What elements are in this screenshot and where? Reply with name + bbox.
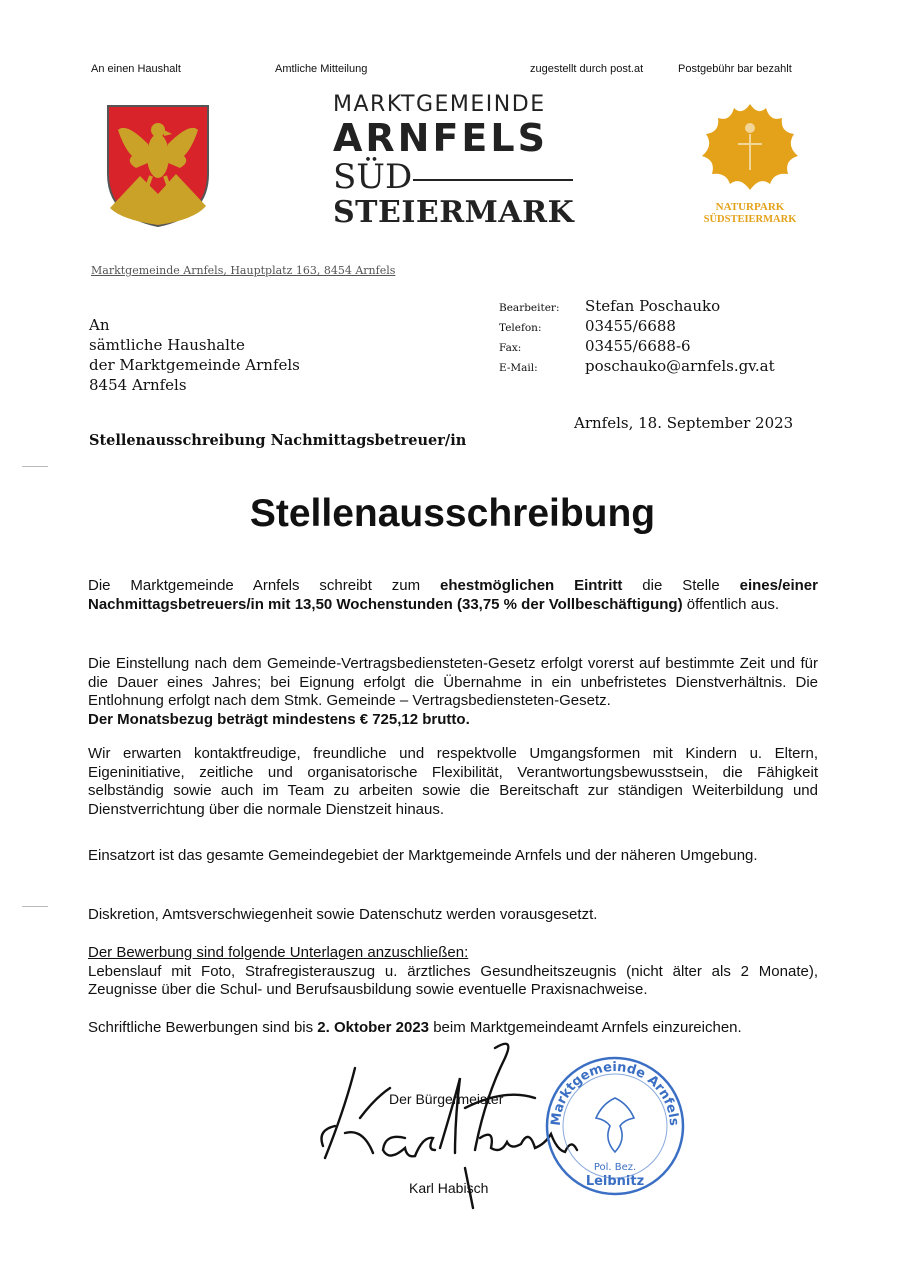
p2-a: Die Einstellung nach dem Gemeinde-Vertragsbediensteten-Gesetz erfolgt vorerst auf bestimmte Zeit und für die Dauer eines Jahres; bei Eignung erfolgt die Übernahme in ein unbefristetes Dienstverhältnis. Die Entlohnung erfolgt nach dem Stmk. Gemeinde – Vertragsbediensteten-Gesetz. — [88, 655, 818, 709]
documents-heading: Der Bewerbung sind folgende Unterlagen anzuschließen: — [88, 944, 469, 961]
postage-note: Postgebühr bar bezahlt — [678, 63, 792, 75]
letter-date: Arnfels, 18. September 2023 — [574, 414, 794, 432]
email-value: poschauko@arnfels.gv.at — [585, 357, 775, 375]
paragraph-5: Diskretion, Amtsverschwiegenheit sowie Datenschutz werden vorausgesetzt. — [88, 906, 598, 923]
recipient-block — [89, 315, 300, 395]
municipality-wordmark — [333, 92, 578, 230]
phone-label: Telefon: — [499, 322, 542, 334]
p1-e: öffentlich aus. — [682, 595, 780, 613]
p1-a: Die Marktgemeinde Arnfels schreibt zum — [88, 577, 441, 594]
page-title: Stellenausschreibung — [249, 492, 656, 535]
wordmark-rule — [413, 179, 573, 181]
signatory-name: Karl Habisch — [409, 1180, 489, 1196]
p1-b: ehestmöglichen Eintritt — [440, 577, 623, 594]
fold-mark — [22, 906, 48, 907]
paragraph-3: Wir erwarten kontaktfreudige, freundliche und respektvolle Umgangsformen mit Kindern u. Eltern, Eigeninitiative, zeitliche und organisatorische Flexibilität, Verantwortungsbewusstsein, die Fähigkeit selbständig sowie auch im Team zu arbeiten sowie die Bereitschaft zur ständigen Weiterbildung und Dienstverrichtung über die normale Dienstzeit hinaus. — [88, 745, 818, 818]
official-notice-note: Amtliche Mitteilung — [275, 63, 368, 75]
wordmark-line-1: MARKTGEMEINDE — [333, 92, 546, 117]
naturpark-logo — [690, 100, 810, 230]
clerk-label: Bearbeiter: — [499, 302, 560, 314]
p7-a: Schriftliche Bewerbungen sind bis — [88, 1019, 318, 1036]
signature-title: Der Bürgermeister — [389, 1091, 504, 1107]
fax-value: 03455/6688-6 — [585, 337, 691, 355]
stamp-eagle-icon — [596, 1098, 634, 1152]
phone-value: 03455/6688 — [585, 317, 676, 335]
paragraph-6 — [88, 944, 818, 1000]
fax-label: Fax: — [499, 342, 522, 354]
naturpark-line-2: SÜDSTEIERMARK — [703, 214, 797, 225]
stamp-top-text: Marktgemeinde Arnfels — [548, 1059, 682, 1127]
p7-b: 2. Oktober 2023 — [317, 1019, 430, 1036]
p1-c: die Stelle — [622, 577, 740, 594]
fold-mark — [22, 466, 48, 467]
wordmark-line-4: STEIERMARK — [333, 195, 575, 230]
paragraph-1 — [88, 577, 818, 614]
paragraph-7 — [88, 1019, 818, 1038]
email-label: E-Mail: — [499, 362, 538, 374]
official-stamp — [540, 1048, 690, 1203]
wordmark-line-2: ARNFELS — [333, 116, 548, 160]
contact-block — [499, 297, 775, 377]
svg-text:Marktgemeinde Arnfels — [549, 1060, 681, 1127]
p7-c: beim Marktgemeindeamt Arnfels einzureichen. — [429, 1019, 742, 1036]
p1-d: eines/einer Nachmittagsbetreuers/in mit 13,50 Wochenstunden (33,75 % der Vollbeschäftigung) — [88, 577, 818, 613]
stamp-district-name: Leibnitz — [585, 1174, 645, 1189]
wordmark-line-3 — [333, 158, 578, 196]
wordmark-line-3-text: SÜD — [333, 157, 413, 197]
coat-of-arms-icon — [106, 104, 210, 228]
clerk-value: Stefan Poschauko — [585, 297, 721, 315]
recipient-line-3: der Marktgemeinde Arnfels — [89, 356, 300, 374]
naturpark-line-1: NATURPARK — [715, 201, 785, 213]
recipient-line-4: 8454 Arnfels — [89, 376, 187, 394]
paragraph-2 — [88, 655, 818, 729]
paragraph-4: Einsatzort ist das gesamte Gemeindegebiet der Marktgemeinde Arnfels und der näheren Umgebung. — [88, 847, 758, 864]
recipient-line-1: An — [89, 316, 110, 334]
stamp-district-label: Pol. Bez. — [593, 1162, 637, 1173]
documents-text: Lebenslauf mit Foto, Strafregisterauszug u. ärztliches Gesundheitszeugnis (nicht älter als 2 Monate), Zeugnisse über die Schul- und Berufsausbildung sowie eventuelle Praxisnachweise. — [88, 962, 818, 998]
p2-b: Der Monatsbezug beträgt mindestens € 725,12 brutto. — [88, 710, 470, 728]
delivery-note: zugestellt durch post.at — [530, 63, 644, 75]
to-household-note: An einen Haushalt — [91, 63, 181, 75]
return-address: Marktgemeinde Arnfels, Hauptplatz 163, 8454 Arnfels — [91, 264, 396, 277]
letter-subject: Stellenausschreibung Nachmittagsbetreuer/in — [89, 432, 467, 449]
recipient-line-2: sämtliche Haushalte — [89, 336, 245, 354]
